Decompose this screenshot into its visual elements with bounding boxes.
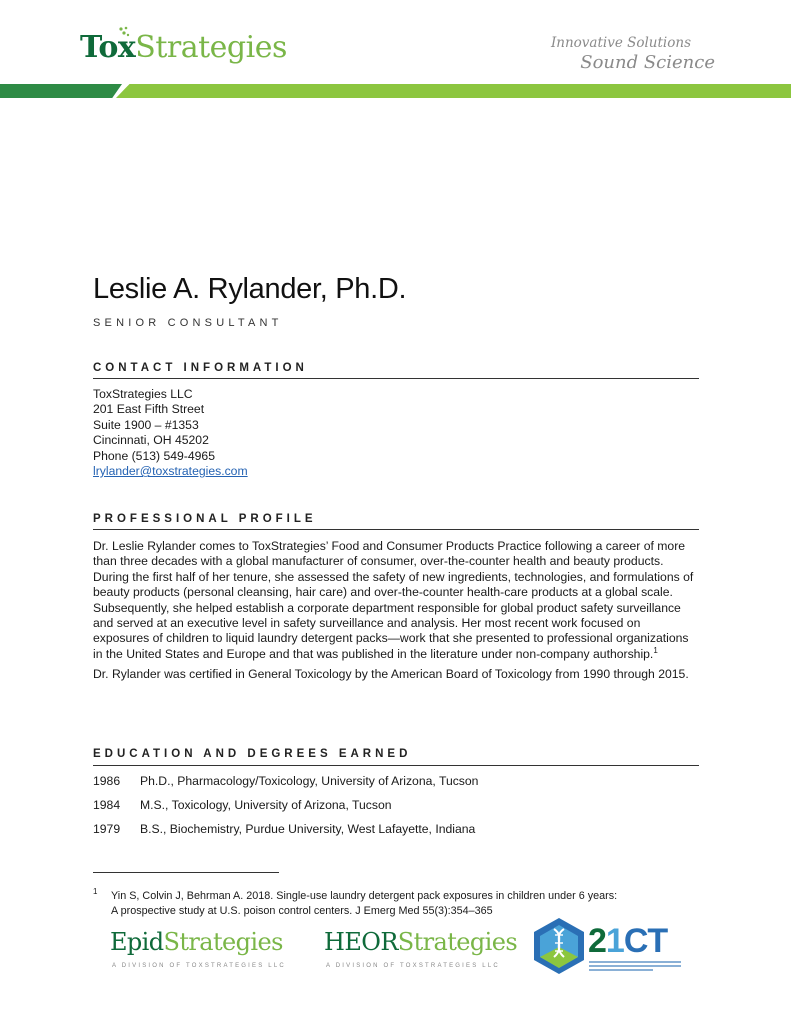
- tagline-line2: Sound Science: [580, 52, 715, 73]
- person-title: SENIOR CONSULTANT: [93, 317, 283, 329]
- footnote-line-2: A prospective study at U.S. poison control centers. J Emerg Med 55(3):354–365: [111, 905, 493, 917]
- toxstrategies-logo: ToxStrategies: [80, 30, 287, 65]
- heor-division-text: A DIVISION OF TOXSTRATEGIES LLC: [326, 963, 500, 969]
- contact-phone: Phone (513) 549-4965: [93, 448, 215, 463]
- contact-company: ToxStrategies LLC: [93, 387, 193, 401]
- profile-divider: [93, 529, 699, 530]
- footnote-line-1: Yin S, Colvin J, Behrman A. 2018. Single-use laundry detergent pack exposures in children under 6 years:: [111, 890, 618, 902]
- education-degree: B.S., Biochemistry, Purdue University, West Lafayette, Indiana: [140, 822, 476, 836]
- epidstrategies-logo: EpidStrategies: [110, 928, 283, 956]
- contact-city: Cincinnati, OH 45202: [93, 433, 209, 448]
- profile-heading: PROFESSIONAL PROFILE: [93, 513, 317, 525]
- 21ct-tagline: [589, 961, 681, 971]
- education-heading: EDUCATION AND DEGREES EARNED: [93, 748, 412, 760]
- footnote-text: [111, 889, 671, 919]
- person-name: Leslie A. Rylander, Ph.D.: [93, 273, 407, 305]
- education-divider: [93, 765, 699, 766]
- footnote-marker: 1: [653, 645, 658, 655]
- education-year: 1979: [93, 822, 121, 836]
- education-degree: M.S., Toxicology, University of Arizona, Tucson: [140, 798, 392, 812]
- education-year: 1984: [93, 798, 121, 812]
- contact-divider: [93, 378, 699, 379]
- epid-division-text: A DIVISION OF TOXSTRATEGIES LLC: [112, 963, 286, 969]
- dna-hexagon-icon: [533, 917, 585, 975]
- profile-paragraph-1: Dr. Leslie Rylander comes to ToxStrategies’ Food and Consumer Products Practice following a career of more than three decades with a global manufacturer of consumer, over-the-counter health and beauty products. During the first half of her tenure, she assessed the safety of new ingredients, technologies, and formulations of beauty products (personal cleansing, hair care) and over-the-counter health-care products at a global scale. Subsequently, she helped establish a corporate department responsible for global product safety surveillance and served at an executive level in safety surveillance and analysis. Her most recent work focused on exposures of children to liquid laundry detergent packs—work that she presented to professional organizations in the United States and Europe and that was published in the literature under non-company authorship.$^1$: [93, 539, 694, 661]
- contact-heading: CONTACT INFORMATION: [93, 362, 308, 374]
- 21ct-logo: 21CT: [588, 922, 668, 960]
- education-row: [93, 798, 392, 812]
- contact-suite: Suite 1900 – #1353: [93, 417, 199, 432]
- education-year: 1986: [93, 774, 121, 788]
- heorstrategies-logo: HEORStrategies: [324, 928, 518, 956]
- profile-paragraph-2: Dr. Rylander was certified in General Toxicology by the American Board of Toxicology from 1990 through 2015.: [93, 667, 689, 682]
- contact-street: 201 East Fifth Street: [93, 402, 205, 417]
- profile-body: [93, 539, 699, 683]
- education-degree: Ph.D., Pharmacology/Toxicology, University of Arizona, Tucson: [140, 774, 479, 788]
- tagline-line1: Innovative Solutions: [550, 35, 691, 51]
- footnote-number: 1: [93, 887, 98, 896]
- contact-email-link[interactable]: lrylander@toxstrategies.com: [93, 464, 248, 479]
- contact-block: [93, 387, 699, 479]
- footnote-divider: [93, 872, 279, 873]
- header-bar-light: [116, 84, 791, 98]
- education-row: [93, 774, 478, 788]
- header-bar-dark: [0, 84, 122, 98]
- education-row: [93, 822, 475, 836]
